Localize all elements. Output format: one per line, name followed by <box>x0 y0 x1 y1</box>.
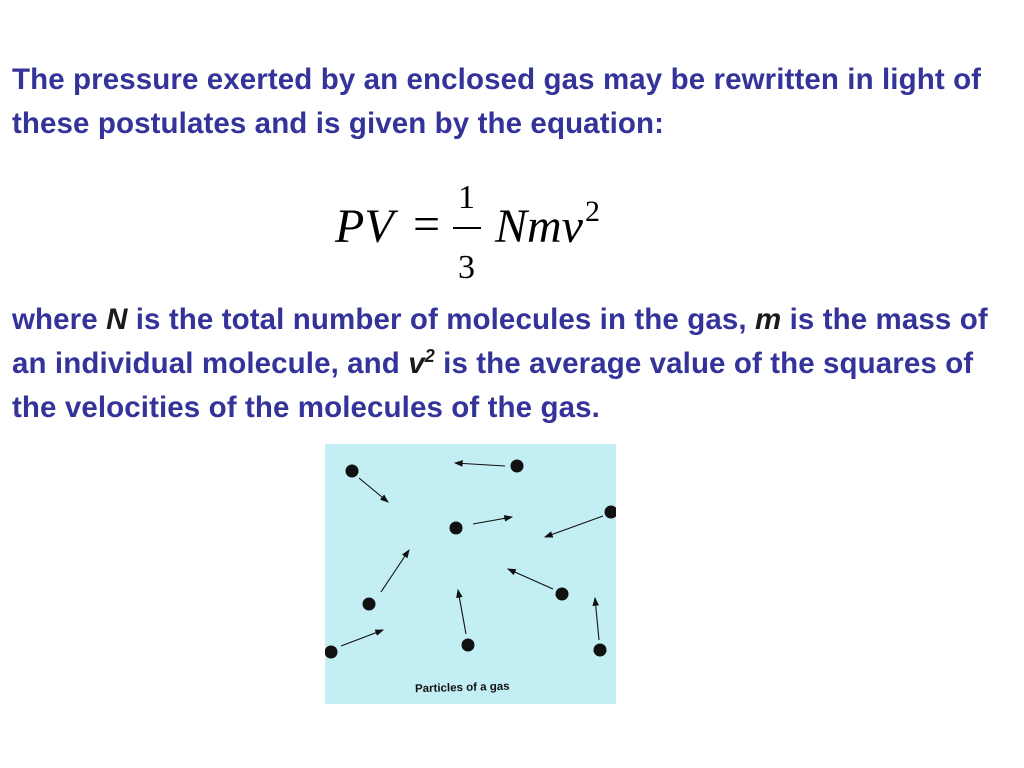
pressure-equation <box>335 175 625 285</box>
velocity-arrow <box>458 590 466 634</box>
fraction-bar <box>453 227 481 229</box>
gas-particle <box>594 644 607 657</box>
v-description: is the average value of the squares of the velocities of the molecules of the gas. <box>12 347 974 424</box>
gas-particles-figure <box>325 444 616 704</box>
velocity-arrow <box>381 550 409 592</box>
symbol-n: N <box>106 303 128 336</box>
gas-particle <box>556 588 569 601</box>
particles-diagram <box>325 444 616 704</box>
equation-lhs: PV <box>335 200 394 253</box>
symbol-m: m <box>754 303 782 336</box>
equation-rhs: Nmv <box>495 200 583 253</box>
n-description: is the total number of molecules in the gas, <box>135 303 747 336</box>
velocity-arrow <box>341 630 383 646</box>
m-description: is the mass of an individual molecule, and <box>12 303 988 380</box>
gas-particle <box>346 465 359 478</box>
explanation-paragraph <box>12 298 1017 430</box>
velocity-arrow <box>359 478 388 502</box>
velocity-arrow <box>508 569 553 589</box>
gas-particle <box>605 506 617 519</box>
velocity-arrow <box>455 463 505 466</box>
figure-caption: Particles of a gas <box>414 680 510 696</box>
gas-particle <box>325 646 338 659</box>
equation-numerator: 1 <box>458 179 475 216</box>
gas-particle <box>363 598 376 611</box>
gas-particle <box>462 639 475 652</box>
equation-exponent: 2 <box>585 195 600 228</box>
velocity-arrow <box>473 517 512 524</box>
velocity-arrow <box>545 516 603 537</box>
gas-particle <box>450 522 463 535</box>
symbol-v: $v^2$ <box>408 346 435 380</box>
symbol-v-exponent: 2 <box>424 346 435 367</box>
intro-paragraph: The pressure exerted by an enclosed gas may be rewritten in light of these postulates and is given by the equation: <box>12 63 982 140</box>
where-text: where <box>12 303 98 336</box>
gas-particle <box>511 460 524 473</box>
equation-denominator: 3 <box>458 249 475 286</box>
velocity-arrow <box>595 598 599 640</box>
equation-equals: = <box>413 198 441 251</box>
